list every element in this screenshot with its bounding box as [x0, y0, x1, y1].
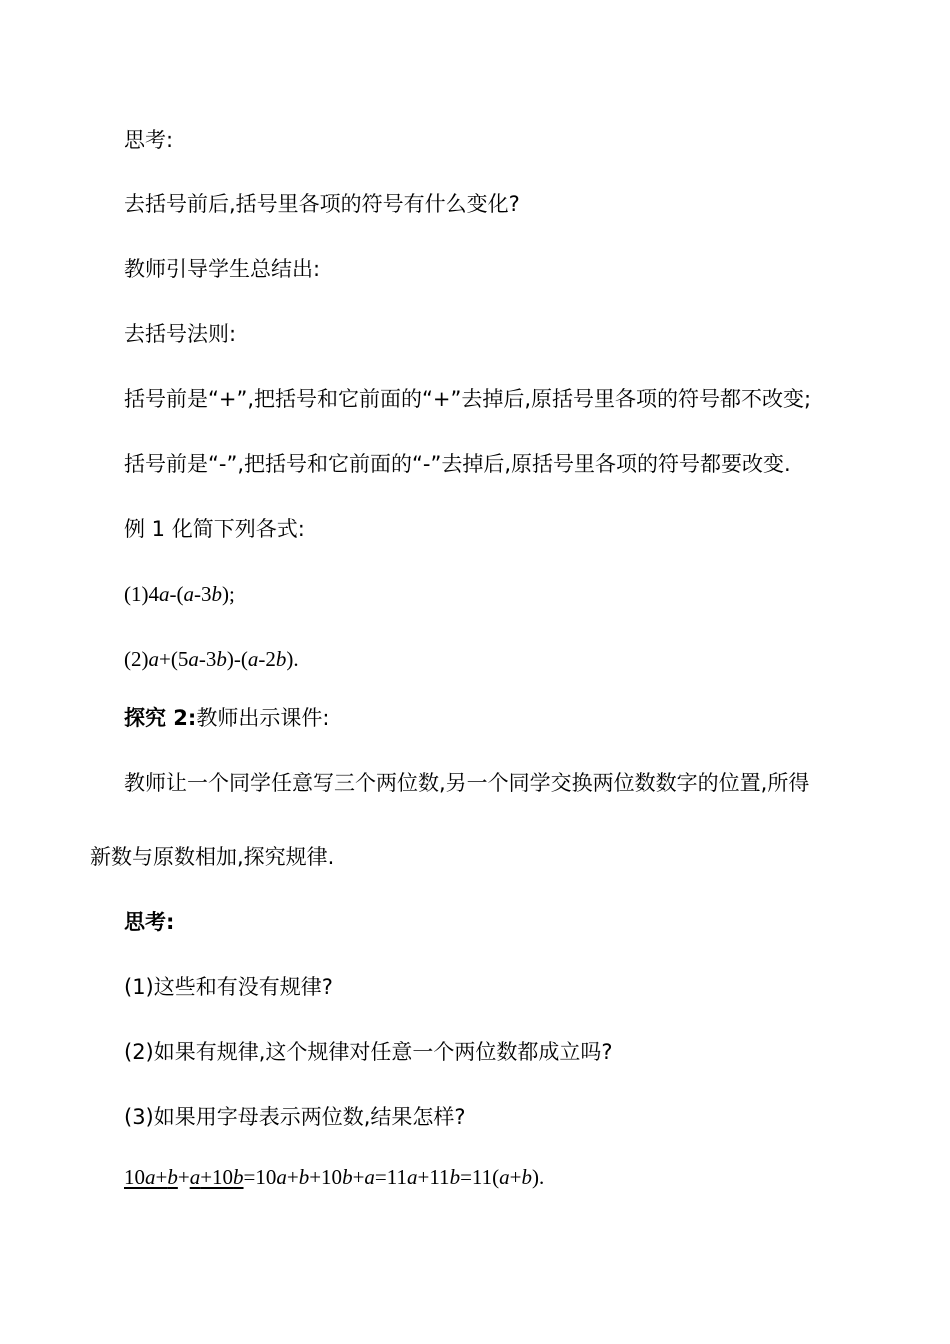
activity-paragraph-line-2: 新数与原数相加,探究规律.	[90, 845, 335, 869]
question-item-2: (2)如果有规律,这个规律对任意一个两位数都成立吗?	[124, 1040, 613, 1064]
rule-minus-line: 括号前是“-”,把括号和它前面的“-”去掉后,原括号里各项的符号都要改变.	[124, 452, 791, 476]
think-heading: 思考:	[124, 128, 174, 152]
explore-2-line	[124, 708, 329, 729]
activity-paragraph-line-1: 教师让一个同学任意写三个两位数,另一个同学交换两位数数字的位置,所得	[124, 771, 810, 795]
example-item-1: (1)4a-(a-3b);	[124, 582, 235, 606]
example-heading: 例 1 化简下列各式:	[124, 517, 305, 541]
rule-heading: 去括号法则:	[124, 322, 237, 346]
think-heading-2: 思考:	[124, 910, 175, 934]
teacher-guide-line: 教师引导学生总结出:	[124, 257, 321, 281]
question-paragraph: 去括号前后,括号里各项的符号有什么变化?	[124, 192, 520, 216]
formula-underlined-term-1: 10a+b	[124, 1165, 178, 1189]
example-item-2: (2)a+(5a-3b)-(a-2b).	[124, 647, 299, 671]
formula-underlined-term-2: a+10b	[189, 1165, 244, 1189]
rule-plus-line: 括号前是“+”,把括号和它前面的“+”去掉后,原括号里各项的符号都不改变;	[124, 387, 812, 411]
question-item-3: (3)如果用字母表示两位数,结果怎样?	[124, 1105, 466, 1129]
explore-2-label: 探究 2:	[124, 706, 197, 730]
question-item-1: (1)这些和有没有规律?	[124, 975, 333, 999]
explore-2-text: 教师出示课件:	[196, 706, 330, 730]
formula-line: 10a+b+a+10b=10a+b+10b+a=11a+11b=11(a+b).	[124, 1165, 545, 1189]
